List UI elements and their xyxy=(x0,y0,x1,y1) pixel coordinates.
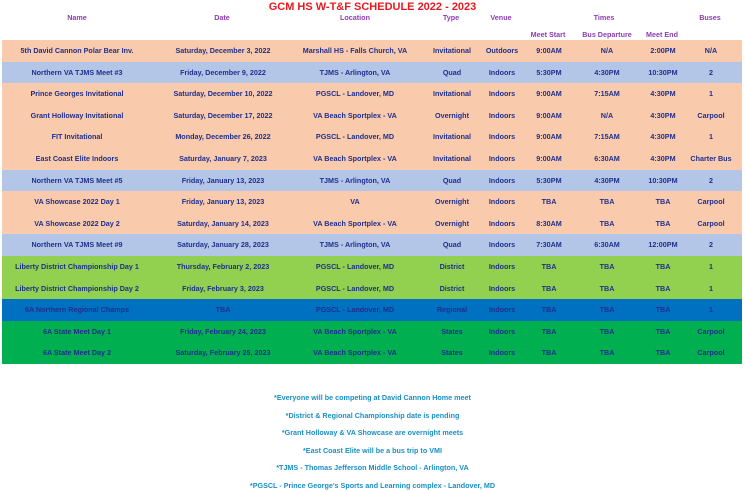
header-type: Type xyxy=(442,13,460,22)
cell-venue: Indoors xyxy=(488,305,516,315)
cell-date: Saturday, December 10, 2022 xyxy=(173,89,273,99)
cell-meet-start: 9:00AM xyxy=(536,89,562,99)
cell-type: States xyxy=(441,326,463,336)
cell-bus-departure: 7:15AM xyxy=(594,89,620,99)
cell-name: FIT Invitational xyxy=(51,132,103,142)
cell-meet-end: 10:30PM xyxy=(648,67,678,77)
cell-venue: Indoors xyxy=(488,110,516,120)
cell-date: Saturday, February 25, 2023 xyxy=(175,348,271,358)
cell-buses: 1 xyxy=(709,262,713,271)
cell-buses: 1 xyxy=(709,89,713,99)
cell-buses: Carpool xyxy=(697,326,725,336)
header-meet-end: Meet End xyxy=(646,30,678,39)
cell-name: Prince Georges Invitational xyxy=(30,89,124,99)
cell-buses: 1 xyxy=(709,132,713,142)
cell-meet-start: 7:30AM xyxy=(536,240,562,250)
cell-venue: Indoors xyxy=(488,218,516,228)
cell-meet-start: 9:00AM xyxy=(536,46,562,55)
cell-date: Saturday, January 7, 2023 xyxy=(179,154,267,163)
cell-meet-end: TBA xyxy=(655,348,671,358)
cell-bus-departure: TBA xyxy=(599,262,615,271)
cell-buses: 1 xyxy=(709,305,713,315)
cell-date: Saturday, January 14, 2023 xyxy=(177,218,269,228)
header-bus-departure: Bus Departure xyxy=(582,30,632,39)
cell-buses: 2 xyxy=(709,240,713,250)
table-row xyxy=(2,62,742,84)
cell-name: 6A State Meet Day 1 xyxy=(42,326,112,336)
footnote: *District & Regional Championship date is pending xyxy=(285,410,460,420)
cell-name: Grant Holloway Invitational xyxy=(30,110,124,120)
cell-name: Northern VA TJMS Meet #3 xyxy=(31,67,123,77)
cell-meet-start: 8:30AM xyxy=(536,218,562,228)
header-name: Name xyxy=(67,13,87,22)
cell-buses: 2 xyxy=(709,67,713,77)
table-row xyxy=(2,299,742,321)
cell-bus-departure: 4:30PM xyxy=(594,67,620,77)
cell-meet-end: TBA xyxy=(655,197,671,207)
cell-type: Invitational xyxy=(433,89,471,99)
cell-bus-departure: TBA xyxy=(599,305,615,315)
cell-type: Overnight xyxy=(435,110,469,120)
cell-venue: Indoors xyxy=(488,67,516,77)
cell-date: Friday, February 24, 2023 xyxy=(180,326,266,336)
cell-bus-departure: TBA xyxy=(599,218,615,228)
cell-location: PGSCL - Landover, MD xyxy=(315,305,395,315)
footnote: *TJMS - Thomas Jefferson Middle School - Arlington, VA xyxy=(276,463,469,473)
table-row xyxy=(2,321,742,343)
cell-date: Friday, January 13, 2023 xyxy=(181,197,265,207)
cell-date: Monday, December 26, 2022 xyxy=(175,132,271,142)
cell-buses: Carpool xyxy=(697,218,725,228)
cell-location: TJMS - Arlington, VA xyxy=(319,67,391,77)
cell-location: PGSCL - Landover, MD xyxy=(315,132,395,142)
table-row xyxy=(2,83,742,105)
table-row xyxy=(2,278,742,300)
cell-type: District xyxy=(439,283,465,293)
table-row xyxy=(2,234,742,256)
cell-venue: Indoors xyxy=(488,175,516,185)
cell-meet-end: 2:00PM xyxy=(650,46,676,55)
cell-date: Friday, February 3, 2023 xyxy=(182,283,264,293)
cell-location: VA xyxy=(350,197,360,207)
cell-buses: N/A xyxy=(704,46,718,55)
cell-date: Friday, January 13, 2023 xyxy=(181,175,265,185)
cell-meet-end: 4:30PM xyxy=(650,89,676,99)
cell-name: Northern VA TJMS Meet #9 xyxy=(31,240,123,250)
cell-buses: 1 xyxy=(709,283,713,293)
cell-location: VA Beach Sportplex - VA xyxy=(313,348,397,358)
cell-bus-departure: TBA xyxy=(599,283,615,293)
table-row xyxy=(2,126,742,148)
table-row xyxy=(2,256,742,278)
cell-venue: Indoors xyxy=(488,132,516,142)
cell-meet-start: TBA xyxy=(541,197,557,207)
cell-bus-departure: TBA xyxy=(599,197,615,207)
cell-date: TBA xyxy=(215,305,231,315)
cell-venue: Indoors xyxy=(488,262,516,271)
cell-type: Invitational xyxy=(433,46,471,55)
cell-venue: Outdoors xyxy=(485,46,519,55)
cell-name: VA Showcase 2022 Day 1 xyxy=(34,197,120,207)
table-row xyxy=(2,191,742,213)
cell-bus-departure: TBA xyxy=(599,348,615,358)
cell-type: District xyxy=(439,262,465,271)
cell-location: VA Beach Sportplex - VA xyxy=(313,326,397,336)
cell-venue: Indoors xyxy=(488,283,516,293)
cell-name: 5th David Cannon Polar Bear Inv. xyxy=(20,46,134,55)
cell-type: Invitational xyxy=(433,154,471,163)
header-date: Date xyxy=(214,13,230,22)
cell-meet-start: 5:30PM xyxy=(536,175,562,185)
cell-meet-end: 10:30PM xyxy=(648,175,678,185)
cell-meet-end: TBA xyxy=(655,305,671,315)
cell-meet-end: TBA xyxy=(655,262,671,271)
cell-meet-end: 12:00PM xyxy=(648,240,678,250)
cell-meet-end: TBA xyxy=(655,283,671,293)
footnote: *Grant Holloway & VA Showcase are overnight meets xyxy=(281,428,464,438)
cell-type: Overnight xyxy=(435,197,469,207)
footnote: *East Coast Elite will be a bus trip to VMI xyxy=(303,445,442,455)
header-times: Times xyxy=(593,13,615,22)
cell-buses: Carpool xyxy=(697,348,725,358)
cell-location: VA Beach Sportplex - VA xyxy=(313,218,397,228)
cell-name: 6A State Meet Day 2 xyxy=(42,348,112,358)
cell-bus-departure: N/A xyxy=(600,46,614,55)
header-buses: Buses xyxy=(699,13,721,22)
cell-name: Liberty District Championship Day 2 xyxy=(15,283,139,293)
table-row xyxy=(2,105,742,127)
table-row xyxy=(2,40,742,62)
cell-bus-departure: 7:15AM xyxy=(594,132,620,142)
cell-location: TJMS - Arlington, VA xyxy=(319,175,391,185)
cell-meet-start: TBA xyxy=(541,283,557,293)
cell-meet-end: 4:30PM xyxy=(650,132,676,142)
cell-type: Invitational xyxy=(433,132,471,142)
cell-location: VA Beach Sportplex - VA xyxy=(313,154,397,163)
cell-name: East Coast Elite Indoors xyxy=(35,154,119,163)
cell-date: Thursday, February 2, 2023 xyxy=(176,262,270,271)
cell-name: VA Showcase 2022 Day 2 xyxy=(34,218,120,228)
cell-meet-end: TBA xyxy=(655,218,671,228)
table-row xyxy=(2,342,742,364)
page-title: GCM HS W-T&F SCHEDULE 2022 - 2023 xyxy=(268,1,477,13)
cell-buses: 2 xyxy=(709,175,713,185)
footnote: *Everyone will be competing at David Cannon Home meet xyxy=(274,393,471,402)
cell-location: Marshall HS - Falls Church, VA xyxy=(302,46,408,55)
cell-location: VA Beach Sportplex - VA xyxy=(313,110,397,120)
cell-name: Northern VA TJMS Meet #5 xyxy=(31,175,123,185)
cell-type: Overnight xyxy=(435,218,469,228)
cell-location: PGSCL - Landover, MD xyxy=(315,89,395,99)
cell-type: Regional xyxy=(436,305,468,315)
cell-location: PGSCL - Landover, MD xyxy=(315,262,395,271)
cell-meet-start: TBA xyxy=(541,262,557,271)
cell-name: 6A Northern Regional Champs xyxy=(25,305,129,315)
cell-bus-departure: 6:30AM xyxy=(594,240,620,250)
table-row xyxy=(2,148,742,170)
cell-meet-end: 4:30PM xyxy=(650,154,676,163)
cell-date: Friday, December 9, 2022 xyxy=(180,67,266,77)
cell-venue: Indoors xyxy=(488,154,516,163)
cell-venue: Indoors xyxy=(488,197,516,207)
cell-type: Quad xyxy=(442,175,462,185)
cell-meet-start: 9:00AM xyxy=(536,154,562,163)
cell-type: Quad xyxy=(442,67,462,77)
cell-date: Saturday, January 28, 2023 xyxy=(177,240,269,250)
cell-type: Quad xyxy=(442,240,462,250)
table-row xyxy=(2,213,742,235)
header-location: Location xyxy=(340,13,370,22)
cell-meet-start: TBA xyxy=(541,326,557,336)
footnote: *PGSCL - Prince George's Sports and Learning complex - Landover, MD xyxy=(249,481,496,490)
cell-meet-start: TBA xyxy=(541,305,557,315)
cell-location: PGSCL - Landover, MD xyxy=(315,283,395,293)
cell-buses: Carpool xyxy=(697,110,725,120)
cell-venue: Indoors xyxy=(488,326,516,336)
cell-meet-end: 4:30PM xyxy=(650,110,676,120)
cell-venue: Indoors xyxy=(488,89,516,99)
cell-bus-departure: 6:30AM xyxy=(594,154,620,163)
cell-date: Saturday, December 17, 2022 xyxy=(173,110,273,120)
cell-bus-departure: TBA xyxy=(599,326,615,336)
cell-meet-start: 5:30PM xyxy=(536,67,562,77)
cell-meet-start: TBA xyxy=(541,348,557,358)
cell-location: TJMS - Arlington, VA xyxy=(319,240,391,250)
cell-meet-start: 9:00AM xyxy=(536,110,562,120)
cell-bus-departure: 4:30PM xyxy=(594,175,620,185)
cell-type: States xyxy=(441,348,463,358)
cell-bus-departure: N/A xyxy=(600,110,614,120)
cell-name: Liberty District Championship Day 1 xyxy=(15,262,139,271)
table-row xyxy=(2,170,742,192)
cell-meet-start: 9:00AM xyxy=(536,132,562,142)
cell-venue: Indoors xyxy=(488,240,516,250)
cell-meet-end: TBA xyxy=(655,326,671,336)
header-venue: Venue xyxy=(490,13,512,22)
cell-buses: Charter Bus xyxy=(690,154,732,163)
cell-date: Saturday, December 3, 2022 xyxy=(175,46,271,55)
cell-buses: Carpool xyxy=(697,197,725,207)
header-meet-start: Meet Start xyxy=(530,30,566,39)
cell-venue: Indoors xyxy=(488,348,516,358)
